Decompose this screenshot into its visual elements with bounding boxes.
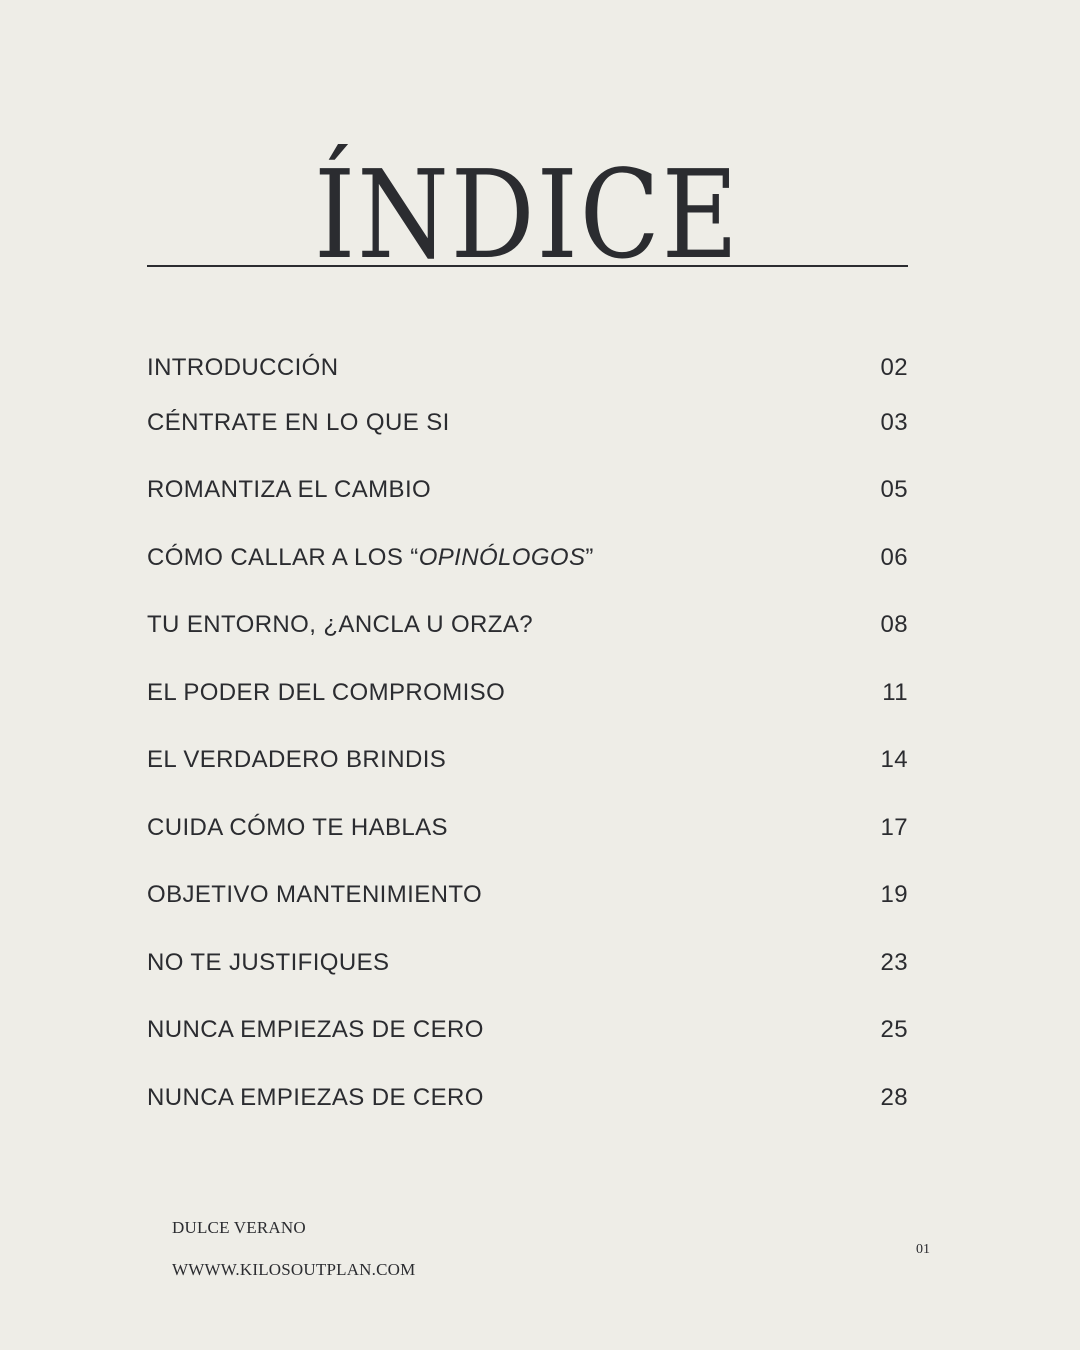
toc-row[interactable] bbox=[147, 742, 908, 778]
toc-row[interactable] bbox=[147, 1080, 908, 1116]
toc-entry-label-prefix: CÓMO CALLAR A LOS “ bbox=[147, 544, 419, 571]
toc-entry-label: NUNCA EMPIEZAS DE CERO bbox=[147, 1084, 484, 1111]
toc-row[interactable] bbox=[147, 540, 908, 576]
toc-page-number: 23 bbox=[880, 949, 908, 976]
toc-row[interactable] bbox=[147, 675, 908, 711]
page-title: ÍNDICE bbox=[313, 144, 740, 286]
toc-page-number: 06 bbox=[880, 544, 908, 571]
toc-page-number: 19 bbox=[880, 881, 908, 908]
toc-entry-label-suffix: ” bbox=[585, 544, 594, 571]
toc-row[interactable] bbox=[147, 1012, 908, 1048]
toc-row[interactable] bbox=[147, 607, 908, 643]
toc-entry-label: ROMANTIZA EL CAMBIO bbox=[147, 476, 432, 503]
toc-page-number: 25 bbox=[880, 1016, 908, 1043]
toc-page-number: 05 bbox=[880, 476, 908, 503]
toc-entry-label: INTRODUCCIÓN bbox=[147, 354, 339, 381]
toc-entry-label-italic: OPINÓLOGOS bbox=[418, 544, 586, 571]
toc-entry-label: EL VERDADERO BRINDIS bbox=[147, 746, 447, 773]
title-block bbox=[0, 140, 1080, 290]
toc-entry-label: NO TE JUSTIFIQUES bbox=[147, 949, 390, 976]
footer-author: DULCE VERANO bbox=[172, 1218, 306, 1237]
toc-page-number: 17 bbox=[880, 814, 908, 841]
toc-row[interactable] bbox=[147, 472, 908, 508]
toc-entry-label: EL PODER DEL COMPROMISO bbox=[147, 679, 506, 706]
toc-page-number: 02 bbox=[880, 354, 908, 381]
toc-entry-label: CUIDA CÓMO TE HABLAS bbox=[147, 814, 448, 841]
toc-row[interactable] bbox=[147, 877, 908, 913]
toc-entry-label: OBJETIVO MANTENIMIENTO bbox=[147, 881, 483, 908]
toc-entry-label bbox=[147, 544, 594, 572]
toc-row[interactable] bbox=[147, 350, 908, 386]
toc-entry-label: NUNCA EMPIEZAS DE CERO bbox=[147, 1016, 484, 1043]
toc-page-number: 11 bbox=[882, 679, 908, 706]
toc-row[interactable] bbox=[147, 945, 908, 981]
toc-page-number: 14 bbox=[880, 746, 908, 773]
footer-website[interactable]: WWWW.KILOSOUTPLAN.COM bbox=[172, 1260, 416, 1279]
toc-page-number: 08 bbox=[880, 611, 908, 638]
page-number: 01 bbox=[916, 1242, 930, 1257]
toc-page-number: 03 bbox=[880, 409, 908, 436]
toc-entry-label: TU ENTORNO, ¿ANCLA U ORZA? bbox=[147, 611, 534, 638]
toc-page-number: 28 bbox=[880, 1084, 908, 1111]
toc-entry-label: CÉNTRATE EN LO QUE SI bbox=[147, 409, 450, 436]
toc-row[interactable] bbox=[147, 810, 908, 846]
toc-row[interactable] bbox=[147, 405, 908, 441]
